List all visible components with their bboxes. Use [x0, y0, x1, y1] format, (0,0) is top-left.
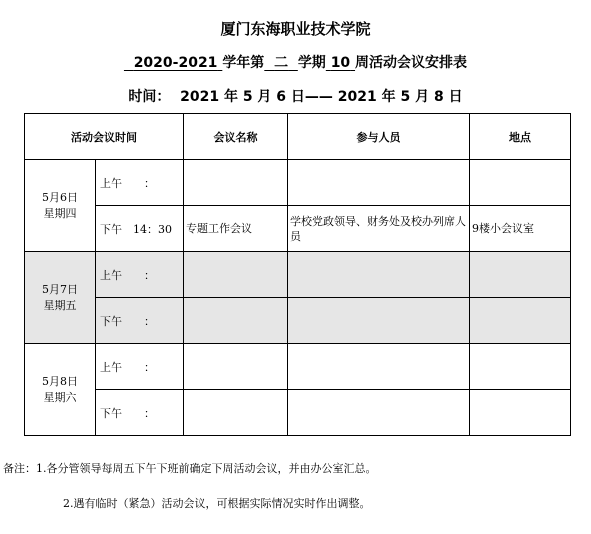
slot-time: 上午 ： — [96, 344, 184, 390]
slot-time: 下午 ： — [96, 390, 184, 436]
meeting-name-cell — [184, 160, 288, 206]
slot-time: 下午 14：30 — [96, 206, 184, 252]
table-row — [25, 298, 571, 344]
time-label: 时间： — [128, 89, 171, 105]
column-header-time: 活动会议时间 — [25, 114, 184, 160]
place-cell: 9楼小会议室 — [470, 206, 571, 252]
term-label-post: 周活动会议安排表 — [355, 55, 468, 71]
date-range: 2021 年 5 月 6 日—— 2021 年 5 月 8 日 — [180, 89, 463, 105]
participants-cell: 学校党政领导、财务处及校办列席人员 — [288, 206, 470, 252]
note-line-2: 2.遇有临时（紧急）活动会议，可根据实际情况实时作出调整。 — [63, 497, 371, 510]
place-cell — [470, 344, 571, 390]
day-date: 5月8日 — [42, 374, 78, 388]
table-row — [25, 252, 571, 298]
schedule-table — [24, 113, 571, 436]
meeting-name-cell — [184, 344, 288, 390]
place-cell — [470, 160, 571, 206]
slot-time: 下午 ： — [96, 298, 184, 344]
academic-year: 2020-2021 — [133, 55, 218, 71]
date-range-line — [0, 86, 591, 106]
table-row — [25, 344, 571, 390]
table-header-row — [25, 114, 571, 160]
slot-time: 上午 ： — [96, 160, 184, 206]
participants-cell — [288, 160, 470, 206]
day-weekday: 星期四 — [43, 206, 77, 220]
table-row — [25, 206, 571, 252]
place-cell — [470, 298, 571, 344]
table-row — [25, 390, 571, 436]
term-label-mid: 学期 — [297, 55, 326, 71]
day-weekday: 星期六 — [43, 390, 77, 404]
participants-cell — [288, 390, 470, 436]
meeting-name-cell — [184, 390, 288, 436]
day-weekday: 星期五 — [43, 298, 77, 312]
participants-cell — [288, 252, 470, 298]
meeting-name-cell — [184, 298, 288, 344]
page-title: 厦门东海职业技术学院 — [220, 20, 371, 38]
meeting-name-cell — [184, 252, 288, 298]
day-cell — [25, 160, 96, 252]
column-header-participants: 参与人员 — [288, 114, 470, 160]
place-cell — [470, 252, 571, 298]
day-date: 5月7日 — [42, 282, 78, 296]
table-row — [25, 160, 571, 206]
term-label-pre: 学年第 — [222, 55, 265, 71]
day-date: 5月6日 — [42, 190, 78, 204]
schedule-subtitle — [0, 52, 591, 72]
day-cell — [25, 252, 96, 344]
column-header-place: 地点 — [470, 114, 571, 160]
week-number: 10 — [330, 55, 351, 71]
day-cell — [25, 344, 96, 436]
term-number: 二 — [274, 55, 289, 71]
slot-time: 上午 ： — [96, 252, 184, 298]
participants-cell — [288, 298, 470, 344]
place-cell — [470, 390, 571, 436]
participants-cell — [288, 344, 470, 390]
note-line-1: 备注：1.各分管领导每周五下午下班前确定下周活动会议，并由办公室汇总。 — [3, 462, 377, 475]
meeting-name-cell: 专题工作会议 — [184, 206, 288, 252]
column-header-name: 会议名称 — [184, 114, 288, 160]
